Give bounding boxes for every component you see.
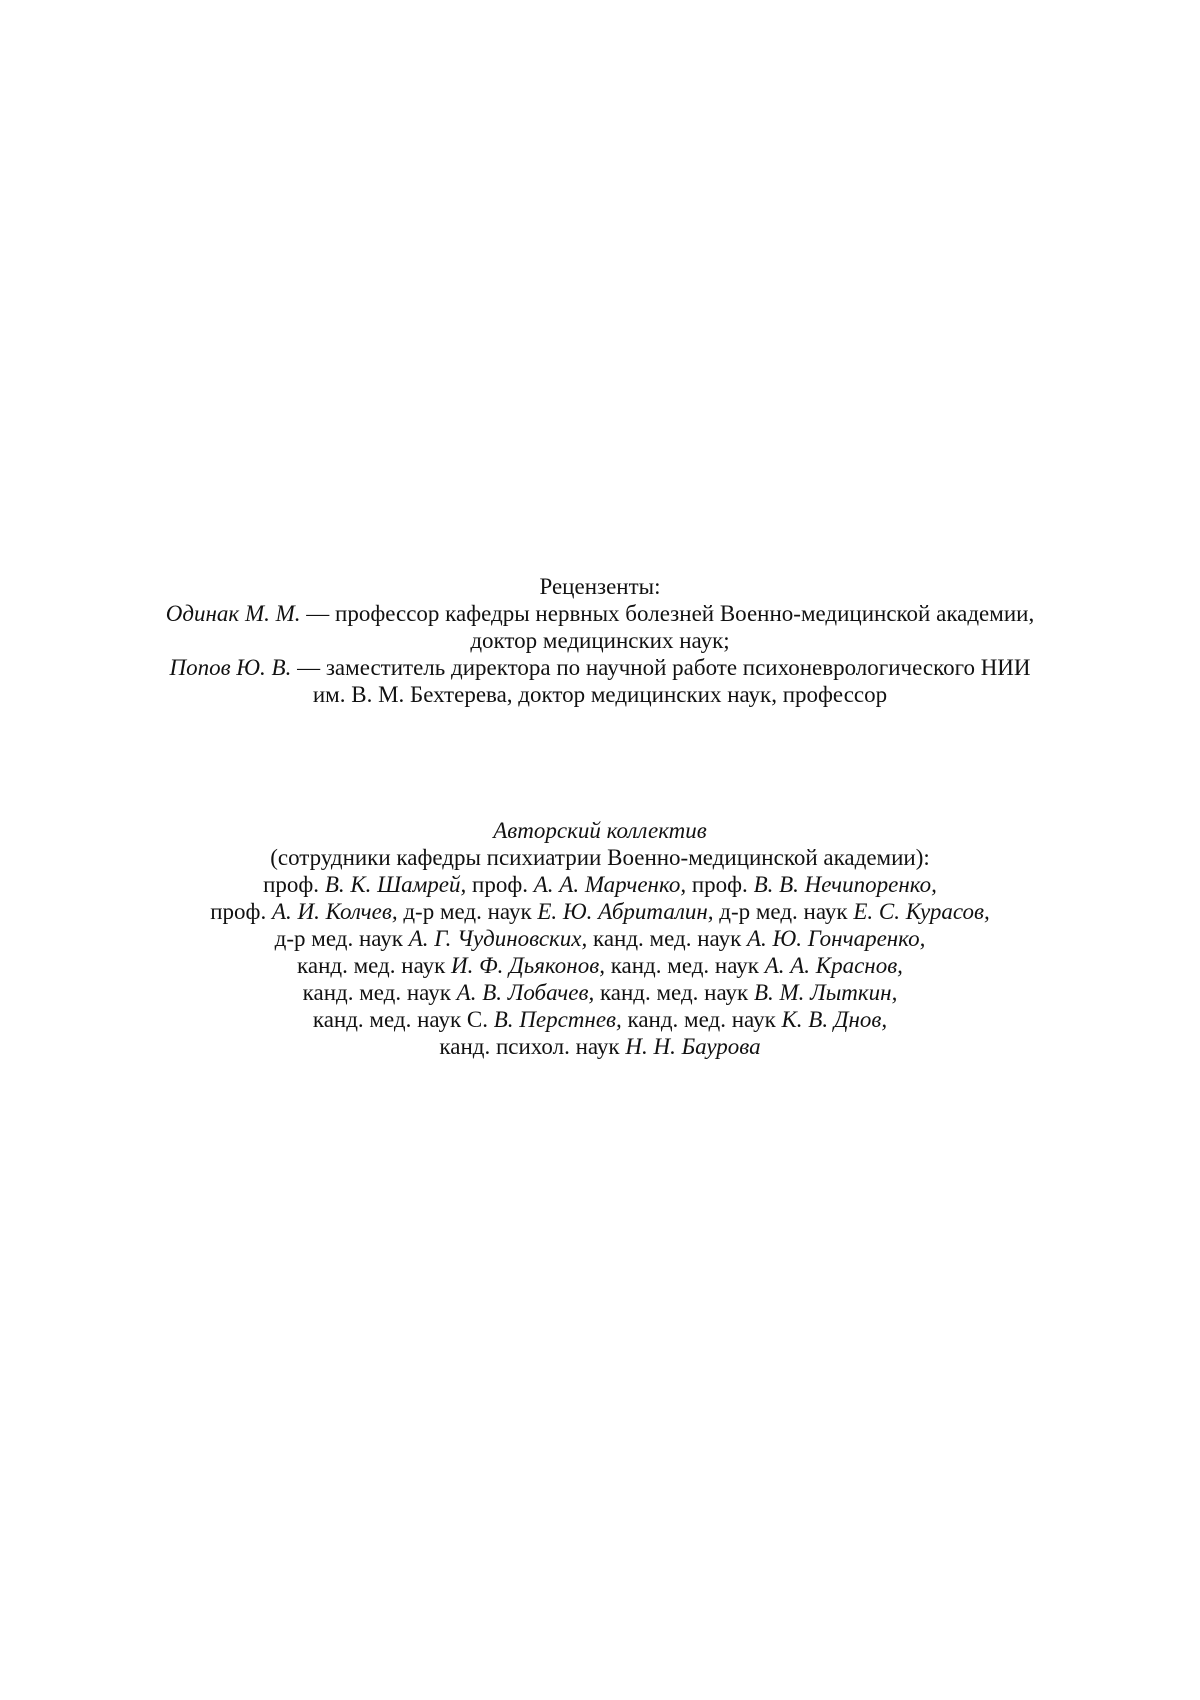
author-name: В. Перстнев, <box>493 1007 622 1032</box>
author-degree: д-р мед. наук <box>397 899 538 924</box>
author-line <box>0 979 1200 1006</box>
author-name: А. А. Краснов, <box>764 953 903 978</box>
author-degree: канд. мед. наук <box>297 953 452 978</box>
reviewers-heading: Рецензенты: <box>539 574 661 599</box>
author-name: К. В. Днов, <box>781 1007 888 1032</box>
author-line <box>0 952 1200 979</box>
authors-heading: Авторский коллектив <box>493 818 707 843</box>
author-degree: канд. мед. наук <box>302 980 457 1005</box>
author-degree: канд. мед. наук <box>587 926 747 951</box>
author-name: В. М. Лыткин, <box>753 980 898 1005</box>
author-degree: проф. <box>466 872 534 897</box>
reviewer-2-name: Попов Ю. В. <box>169 655 292 680</box>
reviewer-1-line-2: доктор медицинских наук; <box>470 628 730 653</box>
author-degree: канд. психол. наук <box>439 1034 626 1059</box>
author-line <box>0 1006 1200 1033</box>
author-name: А. И. Колчев, <box>271 899 398 924</box>
reviewers-section <box>0 573 1200 708</box>
author-name: В. К. Шамрей, <box>324 872 467 897</box>
author-name: Н. Н. Баурова <box>625 1034 761 1059</box>
reviewer-2-line-1 <box>0 654 1200 681</box>
reviewer-1-text: — профессор кафедры нервных болезней Военно-медицинской академии, <box>300 601 1035 626</box>
author-name: Е. С. Курасов, <box>853 899 990 924</box>
author-degree: д-р мед. наук <box>274 926 409 951</box>
author-name: А. Г. Чудиновских, <box>408 926 588 951</box>
author-name: А. Ю. Гончаренко, <box>747 926 926 951</box>
author-line <box>0 925 1200 952</box>
reviewer-1-line-1 <box>0 600 1200 627</box>
author-degree: канд. мед. наук <box>621 1007 782 1032</box>
reviewer-2-text: — заместитель директора по научной работе психоневрологического НИИ <box>291 655 1031 680</box>
author-name: И. Ф. Дьяконов, <box>451 953 605 978</box>
author-degree: проф. <box>263 872 325 897</box>
author-degree: канд. мед. наук <box>594 980 754 1005</box>
author-degree: канд. мед. наук С. <box>312 1007 494 1032</box>
author-line <box>0 898 1200 925</box>
author-name: Е. Ю. Абриталин, <box>537 899 714 924</box>
author-degree: проф. <box>686 872 754 897</box>
author-name: В. В. Нечипоренко, <box>753 872 937 897</box>
author-line <box>0 871 1200 898</box>
author-name: А. А. Марченко, <box>533 872 687 897</box>
author-line <box>0 1033 1200 1060</box>
author-name: А. В. Лобачев, <box>456 980 595 1005</box>
author-list <box>0 871 1200 1060</box>
author-degree: д-р мед. наук <box>713 899 854 924</box>
authors-subheading: (сотрудники кафедры психиатрии Военно-медицинской академии): <box>270 845 930 870</box>
authors-section <box>0 817 1200 1060</box>
author-degree: канд. мед. наук <box>604 953 765 978</box>
author-degree: проф. <box>210 899 272 924</box>
reviewer-2-line-2: им. В. М. Бехтерева, доктор медицинских наук, профессор <box>312 682 888 707</box>
reviewer-1-name: Одинак М. М. <box>165 601 301 626</box>
